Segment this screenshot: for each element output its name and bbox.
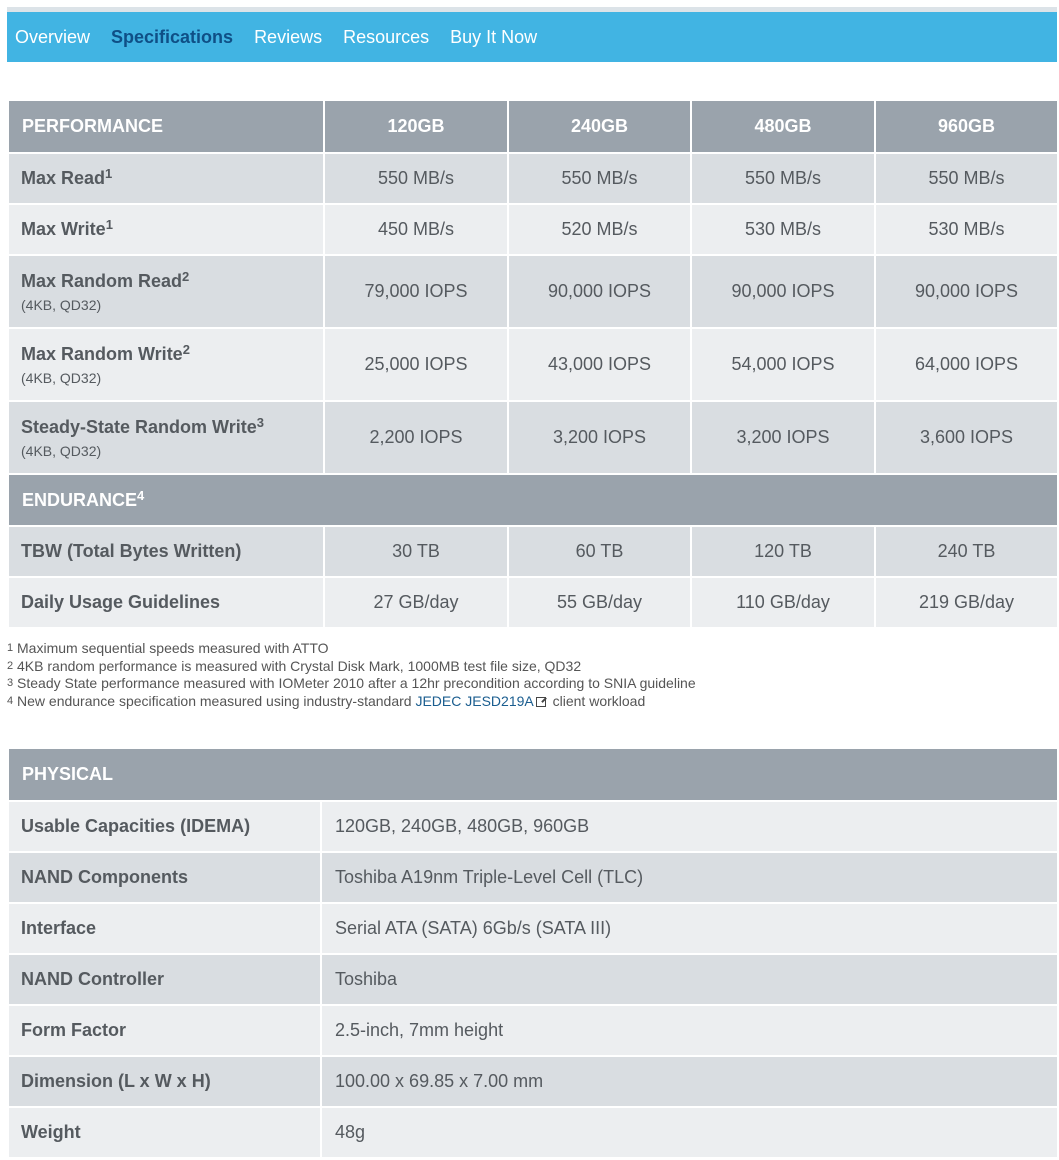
cell-value: 550 MB/s <box>324 153 508 204</box>
physical-header-row <box>8 748 1058 801</box>
footnote: $^3$ Steady State performance measured with IOMeter 2010 after a 12hr precondition according to SNIA guideline <box>7 675 696 691</box>
table-row <box>8 1107 1058 1158</box>
table-row <box>8 204 1058 255</box>
cell-value: 43,000 IOPS <box>508 328 691 401</box>
table-row <box>8 526 1058 577</box>
cell-value: 120GB, 240GB, 480GB, 960GB <box>321 801 1058 852</box>
cell-value: 550 MB/s <box>691 153 875 204</box>
row-label: Dimension (L x W x H) <box>8 1056 321 1107</box>
cell-value: 54,000 IOPS <box>691 328 875 401</box>
cell-value: 79,000 IOPS <box>324 255 508 328</box>
table-row <box>8 903 1058 954</box>
footnote: $^4$ New endurance specification measured using industry-standard JEDEC JESD219A client workload <box>7 692 646 709</box>
cell-value: 530 MB/s <box>875 204 1058 255</box>
cell-value: 27 GB/day <box>324 577 508 628</box>
tab-specifications[interactable]: Specifications <box>111 26 234 47</box>
performance-table <box>7 99 1059 629</box>
cell-value: 90,000 IOPS <box>875 255 1058 328</box>
cell-value: 3,200 IOPS <box>691 401 875 474</box>
row-label: Steady-State Random Write$^3$ (4KB, QD32) <box>8 401 324 474</box>
tab-resources[interactable]: Resources <box>343 26 430 47</box>
capacity-header: 240GB <box>508 100 691 153</box>
footnote: $^1$ Maximum sequential speeds measured with ATTO <box>7 640 329 656</box>
cell-value: 60 TB <box>508 526 691 577</box>
cell-value: 48g <box>321 1107 1058 1158</box>
tab-overview[interactable]: Overview <box>15 26 91 47</box>
cell-value: 2,200 IOPS <box>324 401 508 474</box>
row-label: NAND Controller <box>8 954 321 1005</box>
table-row <box>8 1005 1058 1056</box>
table-row <box>8 1056 1058 1107</box>
row-label: TBW (Total Bytes Written) <box>8 526 324 577</box>
row-label: Max Random Write$^2$ (4KB, QD32) <box>8 328 324 401</box>
table-row <box>8 401 1058 474</box>
cell-value: 520 MB/s <box>508 204 691 255</box>
footnote: $^2$ 4KB random performance is measured with Crystal Disk Mark, 1000MB test file size, QD32 <box>7 657 582 674</box>
tab-reviews[interactable]: Reviews <box>254 26 323 47</box>
table-row <box>8 328 1058 401</box>
cell-value: 90,000 IOPS <box>691 255 875 328</box>
table-row <box>8 577 1058 628</box>
table-row <box>8 801 1058 852</box>
external-link-icon <box>536 697 546 707</box>
row-label: Max Read$^1$ <box>8 153 324 204</box>
row-label: Form Factor <box>8 1005 321 1056</box>
row-label: Max Write$^1$ <box>8 204 324 255</box>
table-row <box>8 852 1058 903</box>
capacity-header: 960GB <box>875 100 1058 153</box>
cell-value: 55 GB/day <box>508 577 691 628</box>
row-label: Max Random Read$^2$ (4KB, QD32) <box>8 255 324 328</box>
row-sublabel: (4KB, QD32) <box>21 369 102 386</box>
cell-value: Toshiba <box>321 954 1058 1005</box>
cell-value: 530 MB/s <box>691 204 875 255</box>
cell-value: 30 TB <box>324 526 508 577</box>
cell-value: 120 TB <box>691 526 875 577</box>
cell-value: 550 MB/s <box>875 153 1058 204</box>
cell-value: 550 MB/s <box>508 153 691 204</box>
capacity-header: 480GB <box>691 100 875 153</box>
table-row <box>8 255 1058 328</box>
cell-value: Toshiba A19nm Triple-Level Cell (TLC) <box>321 852 1058 903</box>
endurance-header: ENDURANCE$^4$ <box>8 474 1058 526</box>
row-label: Weight <box>8 1107 321 1158</box>
cell-value: 3,200 IOPS <box>508 401 691 474</box>
performance-header-row <box>8 100 1058 153</box>
tab-nav <box>7 7 1057 62</box>
cell-value: 450 MB/s <box>324 204 508 255</box>
cell-value: Serial ATA (SATA) 6Gb/s (SATA III) <box>321 903 1058 954</box>
capacity-header: 120GB <box>324 100 508 153</box>
table-row <box>8 153 1058 204</box>
row-label: Interface <box>8 903 321 954</box>
cell-value: 3,600 IOPS <box>875 401 1058 474</box>
cell-value: 25,000 IOPS <box>324 328 508 401</box>
row-label: Daily Usage Guidelines <box>8 577 324 628</box>
row-label: Usable Capacities (IDEMA) <box>8 801 321 852</box>
endurance-header-row <box>8 474 1058 526</box>
table-row <box>8 954 1058 1005</box>
row-sublabel: (4KB, QD32) <box>21 296 102 313</box>
physical-table <box>7 747 1059 1159</box>
cell-value: 64,000 IOPS <box>875 328 1058 401</box>
cell-value: 110 GB/day <box>691 577 875 628</box>
jedec-link[interactable]: JEDEC JESD219A <box>415 692 534 709</box>
footnotes <box>7 640 1057 710</box>
tab-buy-it-now[interactable]: Buy It Now <box>450 26 538 47</box>
cell-value: 240 TB <box>875 526 1058 577</box>
cell-value: 90,000 IOPS <box>508 255 691 328</box>
physical-header: PHYSICAL <box>8 748 1058 801</box>
cell-value: 219 GB/day <box>875 577 1058 628</box>
row-label: NAND Components <box>8 852 321 903</box>
row-sublabel: (4KB, QD32) <box>21 442 102 459</box>
performance-header: PERFORMANCE <box>8 100 324 153</box>
cell-value: 2.5-inch, 7mm height <box>321 1005 1058 1056</box>
cell-value: 100.00 x 69.85 x 7.00 mm <box>321 1056 1058 1107</box>
